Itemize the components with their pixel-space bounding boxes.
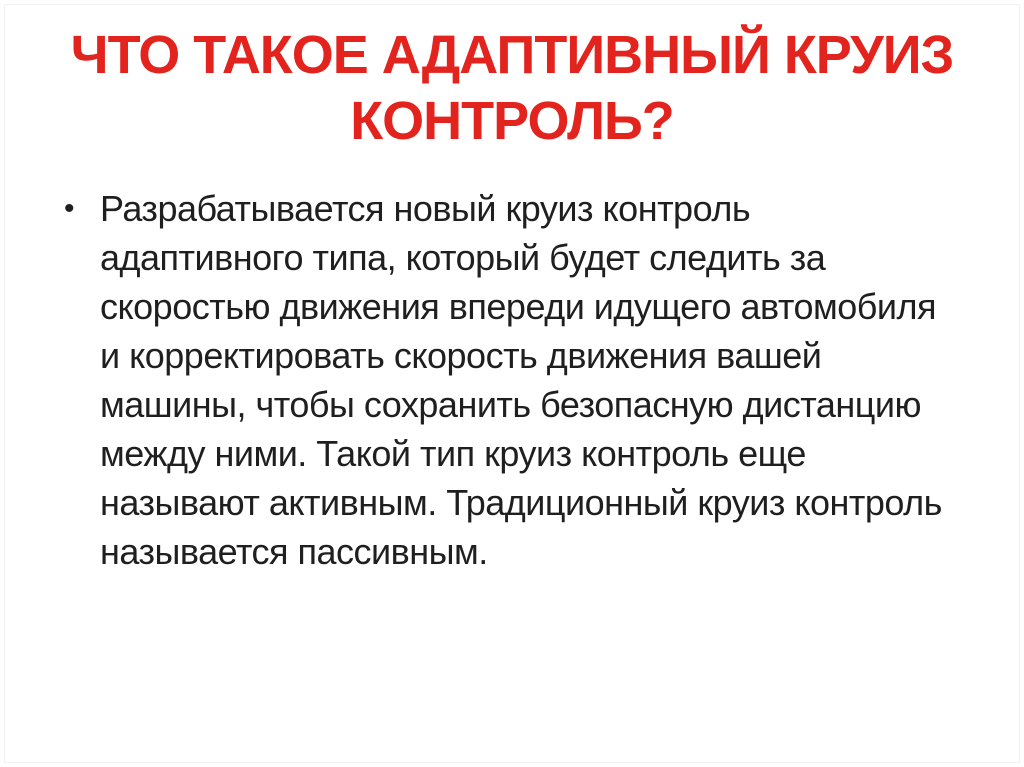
bullet-icon: • (64, 192, 75, 225)
bullet-list (0, 184, 1024, 576)
bullet-item (64, 184, 960, 576)
bullet-text: Разрабатывается новый круиз контроль адаптивного типа, который будет следить за скоростью движения впереди идущего автомобиля и корректировать скорость движения вашей машины, чтобы сохранить безопасную дистанцию между ними. Такой тип круиз контроль еще называют активным. Традиционный круиз контроль называется пассивным. (100, 188, 942, 572)
slide-title: ЧТО ТАКОЕ АДАПТИВНЫЙ КРУИЗ КОНТРОЛЬ? (70, 25, 954, 151)
